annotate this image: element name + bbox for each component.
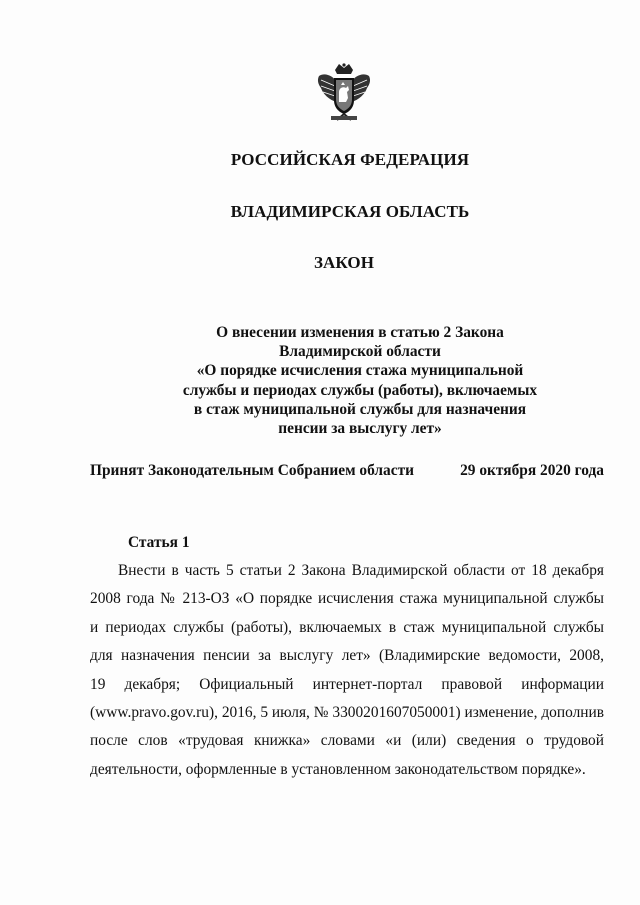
article-body-line: деятельности, оформленные в установленном законодательством порядке». bbox=[90, 760, 586, 778]
article-body-line: для назначения пенсии за выслугу лет» (Владимирские ведомости, 2008, bbox=[90, 647, 604, 665]
law-title-line: пенсии за выслугу лет» bbox=[278, 420, 442, 438]
law-title-line: О внесении изменения в статью 2 Закона bbox=[216, 324, 504, 341]
law-title-line: Владимирской области bbox=[279, 343, 441, 361]
article-body-line: и периодах службы (работы), включаемых в стаж муниципальной службы bbox=[90, 618, 604, 636]
article-body-line: Внести в часть 5 статьи 2 Закона Владимирской области от 18 декабря bbox=[118, 562, 604, 579]
law-title-line: «О порядке исчисления стажа муниципальной bbox=[196, 362, 524, 380]
law-title-line: в стаж муниципальной службы для назначения bbox=[193, 400, 527, 418]
law-title bbox=[160, 323, 560, 438]
adopted-by-text: Принят Законодательным Собранием области bbox=[90, 462, 415, 479]
article-body-line: 2008 года № 213-ОЗ «О порядке исчисления стажа муниципальной службы bbox=[90, 590, 604, 608]
law-title-line: службы и периодах службы (работы), включаемых bbox=[182, 381, 538, 399]
region-heading: ВЛАДИМИРСКАЯ ОБЛАСТЬ bbox=[230, 202, 470, 221]
article-body-line: (www.pravo.gov.ru), 2016, 5 июля, № 3300201607050001) изменение, дополнив bbox=[90, 703, 604, 721]
coat-of-arms-icon bbox=[315, 62, 373, 124]
article-title: Статья 1 bbox=[128, 534, 190, 551]
article-body-line: 19 декабря; Официальный интернет-портал правовой информации bbox=[90, 675, 604, 693]
adoption-date: 29 октября 2020 года bbox=[460, 462, 604, 479]
article-body bbox=[90, 557, 604, 784]
document-type-heading: ЗАКОН bbox=[313, 253, 375, 272]
article-body-line: после слов «трудовая книжка» словами «и (или) сведения о трудовой bbox=[90, 732, 604, 750]
country-heading: РОССИЙСКАЯ ФЕДЕРАЦИЯ bbox=[230, 150, 470, 169]
